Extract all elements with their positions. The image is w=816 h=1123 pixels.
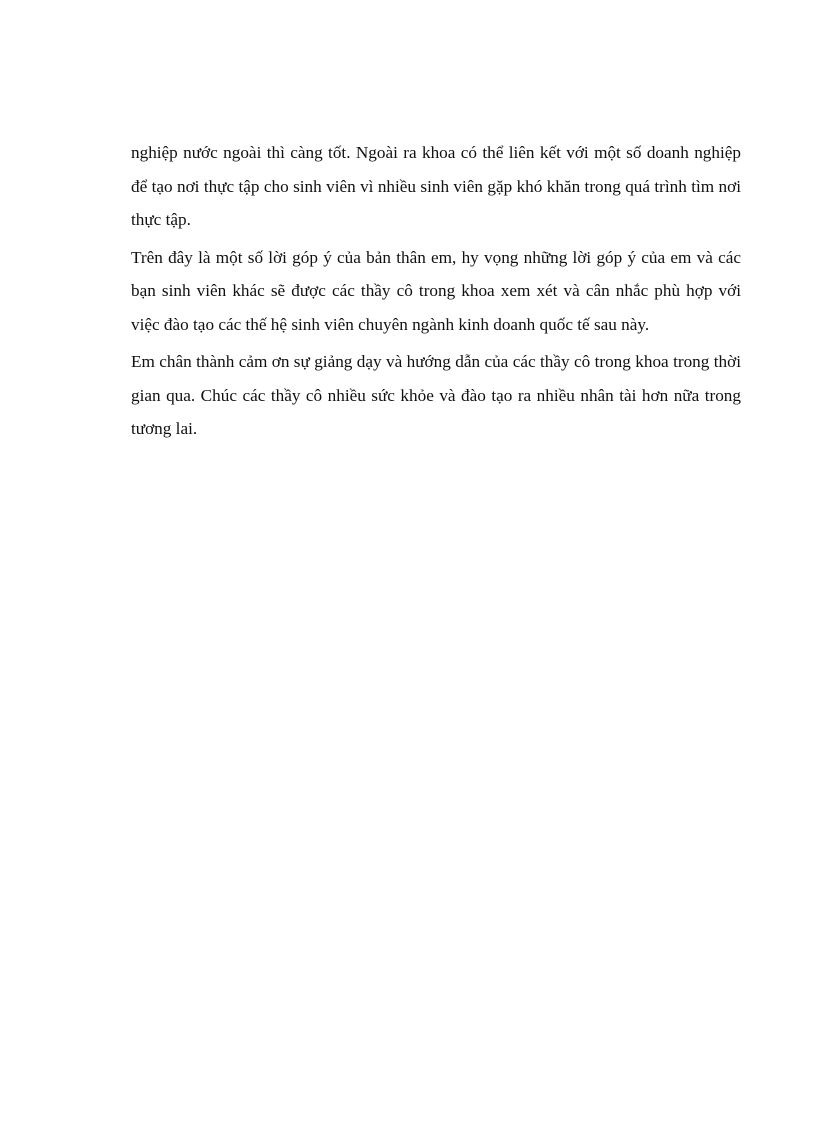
paragraph-suggestions: Trên đây là một số lời góp ý của bản thân em, hy vọng những lời góp ý của em và các bạn sinh viên khác sẽ được các thầy cô trong khoa xem xét và cân nhắc phù hợp với việc đào tạo các thế hệ sinh viên chuyên ngành kinh doanh quốc tế sau này. xyxy=(131,247,741,334)
document-body xyxy=(131,136,741,450)
paragraph-thanks: Em chân thành cảm ơn sự giảng dạy và hướng dẫn của các thầy cô trong khoa trong thời gian qua. Chúc các thầy cô nhiều sức khỏe và đào tạo ra nhiều nhân tài hơn nữa trong tương lai. xyxy=(131,352,741,438)
paragraph-internship-continuation: nghiệp nước ngoài thì càng tốt. Ngoài ra khoa có thể liên kết với một số doanh nghiệp để tạo nơi thực tập cho sinh viên vì nhiều sinh viên gặp khó khăn trong quá trình tìm nơi thực tập. xyxy=(131,143,741,229)
